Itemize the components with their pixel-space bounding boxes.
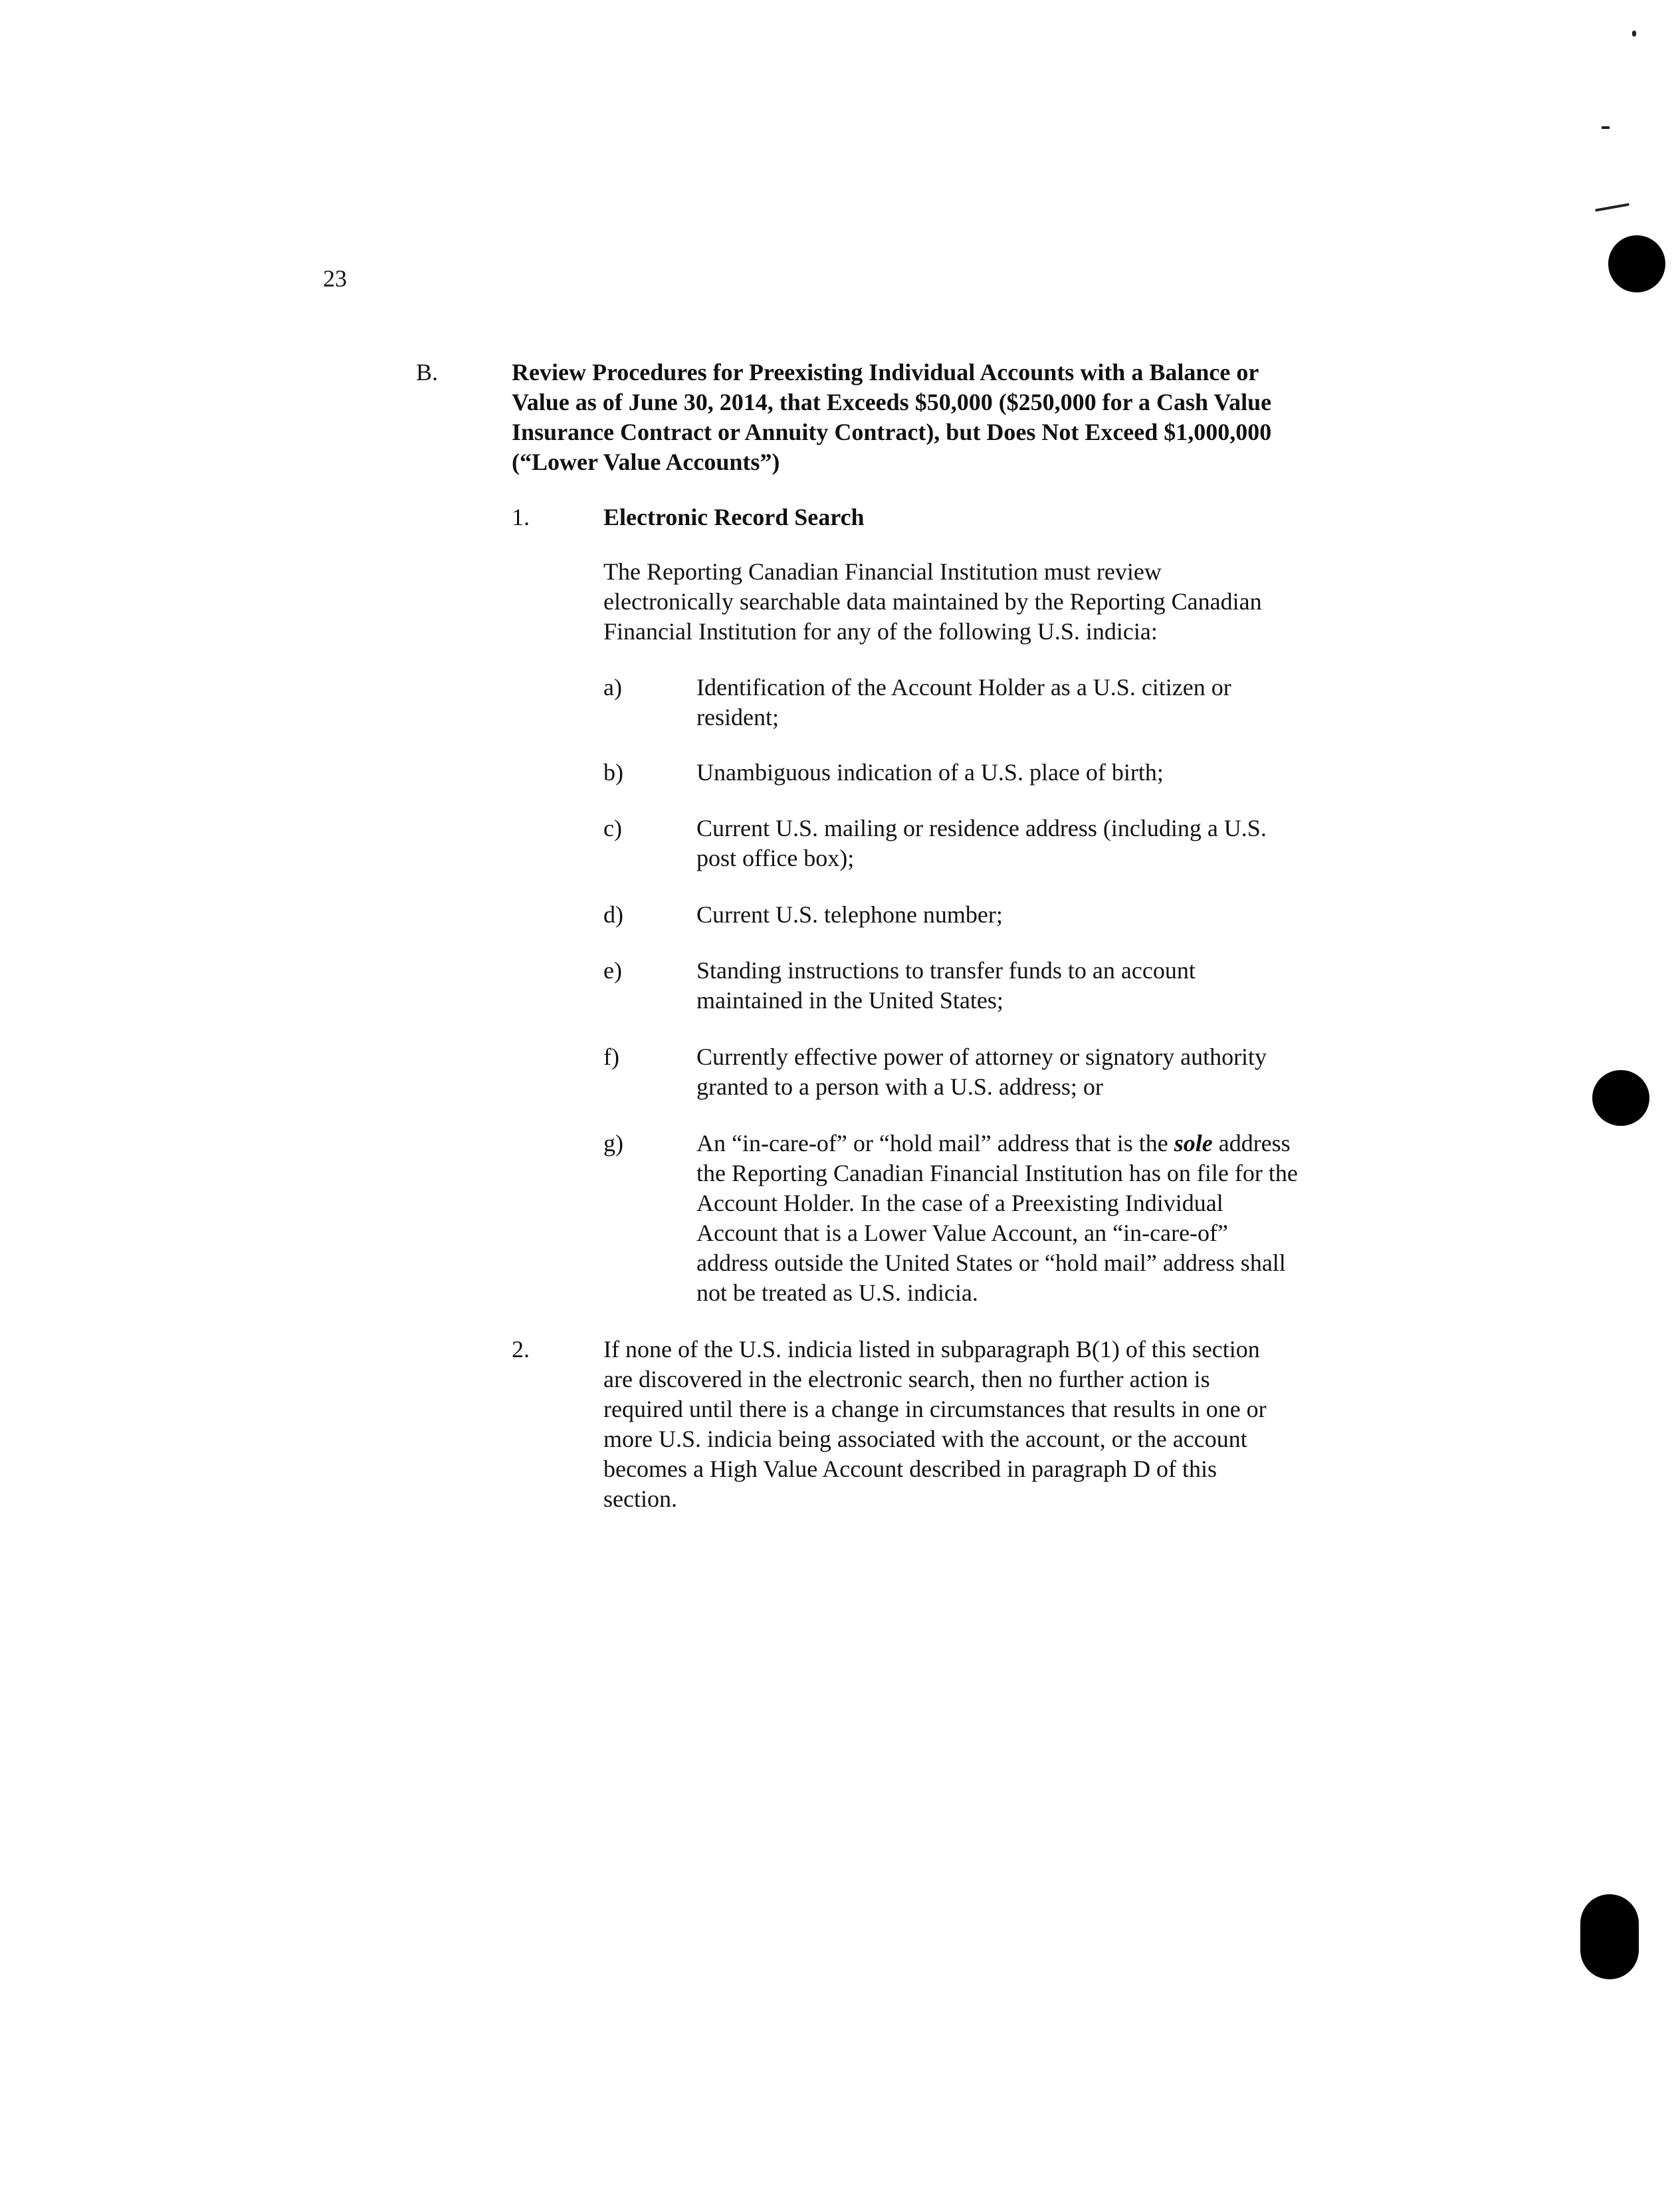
list-letter: c): [603, 815, 622, 841]
list-line: resident;: [696, 704, 779, 730]
paragraph-line: Financial Institution for any of the following U.S. indicia:: [603, 618, 1158, 645]
paragraph-line: more U.S. indicia being associated with the account, or the account: [603, 1426, 1247, 1452]
page-number: 23: [323, 265, 347, 292]
section-heading: [512, 358, 1376, 477]
scan-speck: [1602, 126, 1610, 129]
list-item: [696, 758, 1361, 788]
heading-line: Value as of June 30, 2014, that Exceeds $50,000 ($250,000 for a Cash Value: [512, 389, 1272, 415]
list-line: post office box);: [696, 845, 855, 871]
emphasis-text: sole: [1174, 1130, 1213, 1156]
list-line: granted to a person with a U.S. address; or: [696, 1073, 1103, 1100]
intro-paragraph: [603, 557, 1361, 647]
list-line: not be treated as U.S. indicia.: [696, 1279, 978, 1306]
item-number: 2.: [512, 1336, 530, 1363]
list-line: Current U.S. telephone number;: [696, 901, 1003, 928]
list-item: [696, 1129, 1368, 1308]
heading-line: Review Procedures for Preexisting Individual Accounts with a Balance or: [512, 359, 1259, 385]
list-item: [696, 673, 1361, 732]
item-number: 1.: [512, 504, 530, 530]
paragraph-line: If none of the U.S. indicia listed in subparagraph B(1) of this section: [603, 1336, 1260, 1363]
list-line: Identification of the Account Holder as a U.S. citizen or: [696, 674, 1231, 701]
scan-speck: [1632, 31, 1636, 37]
list-letter: d): [603, 901, 623, 928]
list-line: address outside the United States or “hold mail” address shall: [696, 1250, 1286, 1276]
paragraph-line: electronically searchable data maintained by the Reporting Canadian: [603, 588, 1262, 615]
list-line: [696, 1129, 1368, 1158]
item2-paragraph: [603, 1335, 1361, 1514]
paragraph-line: The Reporting Canadian Financial Institution must review: [603, 558, 1162, 585]
list-item: [696, 814, 1361, 873]
paragraph-line: are discovered in the electronic search, then no further action is: [603, 1366, 1210, 1392]
heading-line: (“Lower Value Accounts”): [512, 449, 780, 475]
list-line: Standing instructions to transfer funds to an account: [696, 957, 1196, 984]
item-title: Electronic Record Search: [603, 504, 865, 530]
list-item: [696, 1042, 1361, 1102]
list-letter: f): [603, 1043, 619, 1070]
section-letter: B.: [416, 359, 439, 385]
list-line: Unambiguous indication of a U.S. place of birth;: [696, 759, 1164, 786]
list-line: Currently effective power of attorney or signatory authority: [696, 1043, 1267, 1070]
list-letter: e): [603, 957, 622, 984]
heading-line: Insurance Contract or Annuity Contract), but Does Not Exceed $1,000,000: [512, 419, 1272, 445]
list-letter: a): [603, 674, 622, 701]
list-item: [696, 956, 1361, 1016]
paragraph-line: becomes a High Value Account described in paragraph D of this: [603, 1456, 1217, 1482]
list-text-run: address: [1212, 1130, 1291, 1156]
list-line: Current U.S. mailing or residence address (including a U.S.: [696, 815, 1267, 841]
list-text-run: An “in-care-of” or “hold mail” address that is the: [696, 1130, 1174, 1156]
punch-hole-top: [1608, 235, 1665, 292]
list-line: the Reporting Canadian Financial Institution has on file for the: [696, 1160, 1298, 1186]
paragraph-line: section.: [603, 1485, 677, 1512]
list-letter: b): [603, 759, 623, 786]
punch-hole-bottom: [1580, 1894, 1639, 1979]
list-line: maintained in the United States;: [696, 987, 1003, 1014]
list-item: [696, 900, 1361, 930]
punch-hole-middle: [1592, 1070, 1649, 1126]
list-letter: g): [603, 1130, 623, 1156]
scan-arc: [1595, 203, 1629, 212]
paragraph-line: required until there is a change in circumstances that results in one or: [603, 1396, 1267, 1422]
list-line: Account that is a Lower Value Account, an “in-care-of”: [696, 1220, 1228, 1246]
list-line: Account Holder. In the case of a Preexisting Individual: [696, 1190, 1223, 1216]
